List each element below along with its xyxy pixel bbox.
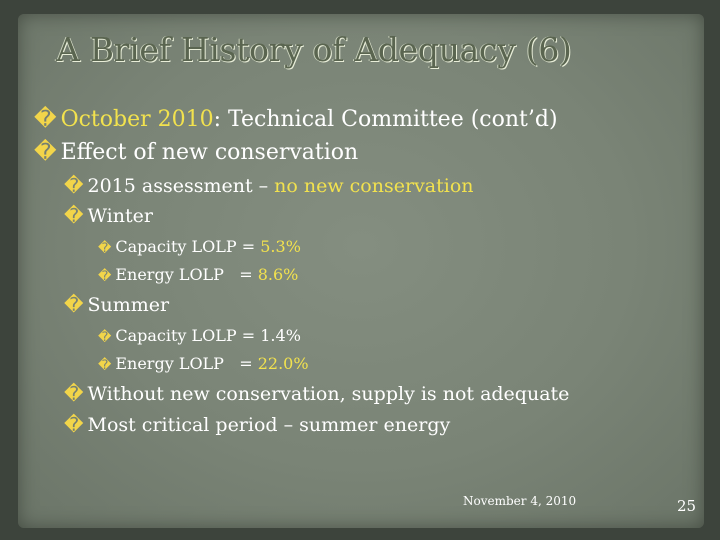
bullet-marker-icon: � (64, 205, 84, 227)
summer-energy-lolp (98, 354, 309, 373)
bullet-marker-icon: � (98, 330, 112, 345)
bullet-critical-text: Most critical period – summer energy (87, 414, 451, 436)
slide-title: A Brief History of Adequacy (6) (56, 30, 572, 69)
bullet-marker-icon: � (34, 107, 57, 132)
winter-capacity-eq: = (236, 237, 261, 256)
bullet-summer-text: Summer (87, 294, 170, 316)
bullet-effect-text: Effect of new conservation (60, 140, 359, 165)
summer-energy-eq: = (223, 354, 258, 373)
bullet-assessment-text: 2015 assessment – (87, 175, 275, 197)
bullet-assessment (64, 175, 474, 197)
bullet-marker-icon: � (98, 241, 112, 256)
summer-energy-value: 22.0% (257, 354, 309, 373)
winter-energy-eq: = (223, 265, 258, 284)
winter-capacity-value: 5.3% (260, 237, 301, 256)
bullet-marker-icon: � (98, 358, 112, 373)
bullet-marker-icon: � (34, 140, 57, 165)
winter-energy-label: Energy LOLP (115, 265, 224, 284)
bullet-marker-icon: � (64, 175, 84, 197)
winter-capacity-label: Capacity LOLP (115, 237, 237, 256)
bullet-marker-icon: � (64, 383, 84, 405)
page-number: 25 (677, 497, 697, 515)
bullet-marker-icon: � (64, 294, 84, 316)
bullet-summer (64, 294, 169, 316)
bullet-assessment-highlight: no new conservation (274, 175, 474, 197)
winter-energy-value: 8.6% (257, 265, 299, 284)
summer-capacity-eq: = (236, 326, 261, 345)
bullet-winter-text: Winter (87, 205, 153, 227)
bullet-october-text: : Technical Committee (cont’d) (213, 107, 558, 132)
winter-energy-lolp (98, 265, 298, 284)
bullet-marker-icon: � (98, 269, 112, 284)
winter-capacity-lolp (98, 237, 301, 256)
bullet-october-lead: October 2010 (60, 107, 214, 132)
summer-capacity-lolp (98, 326, 301, 345)
bullet-effect (34, 140, 358, 165)
summer-capacity-value: 1.4% (260, 326, 301, 345)
summer-capacity-label: Capacity LOLP (115, 326, 237, 345)
summer-energy-label: Energy LOLP (115, 354, 224, 373)
bullet-critical-period (64, 414, 450, 436)
bullet-october (34, 107, 558, 132)
bullet-winter (64, 205, 153, 227)
bullet-without-text: Without new conservation, supply is not adequate (87, 383, 570, 405)
bullet-marker-icon: � (64, 414, 84, 436)
bullet-without-conservation (64, 383, 569, 405)
footer-date: November 4, 2010 (463, 494, 577, 508)
